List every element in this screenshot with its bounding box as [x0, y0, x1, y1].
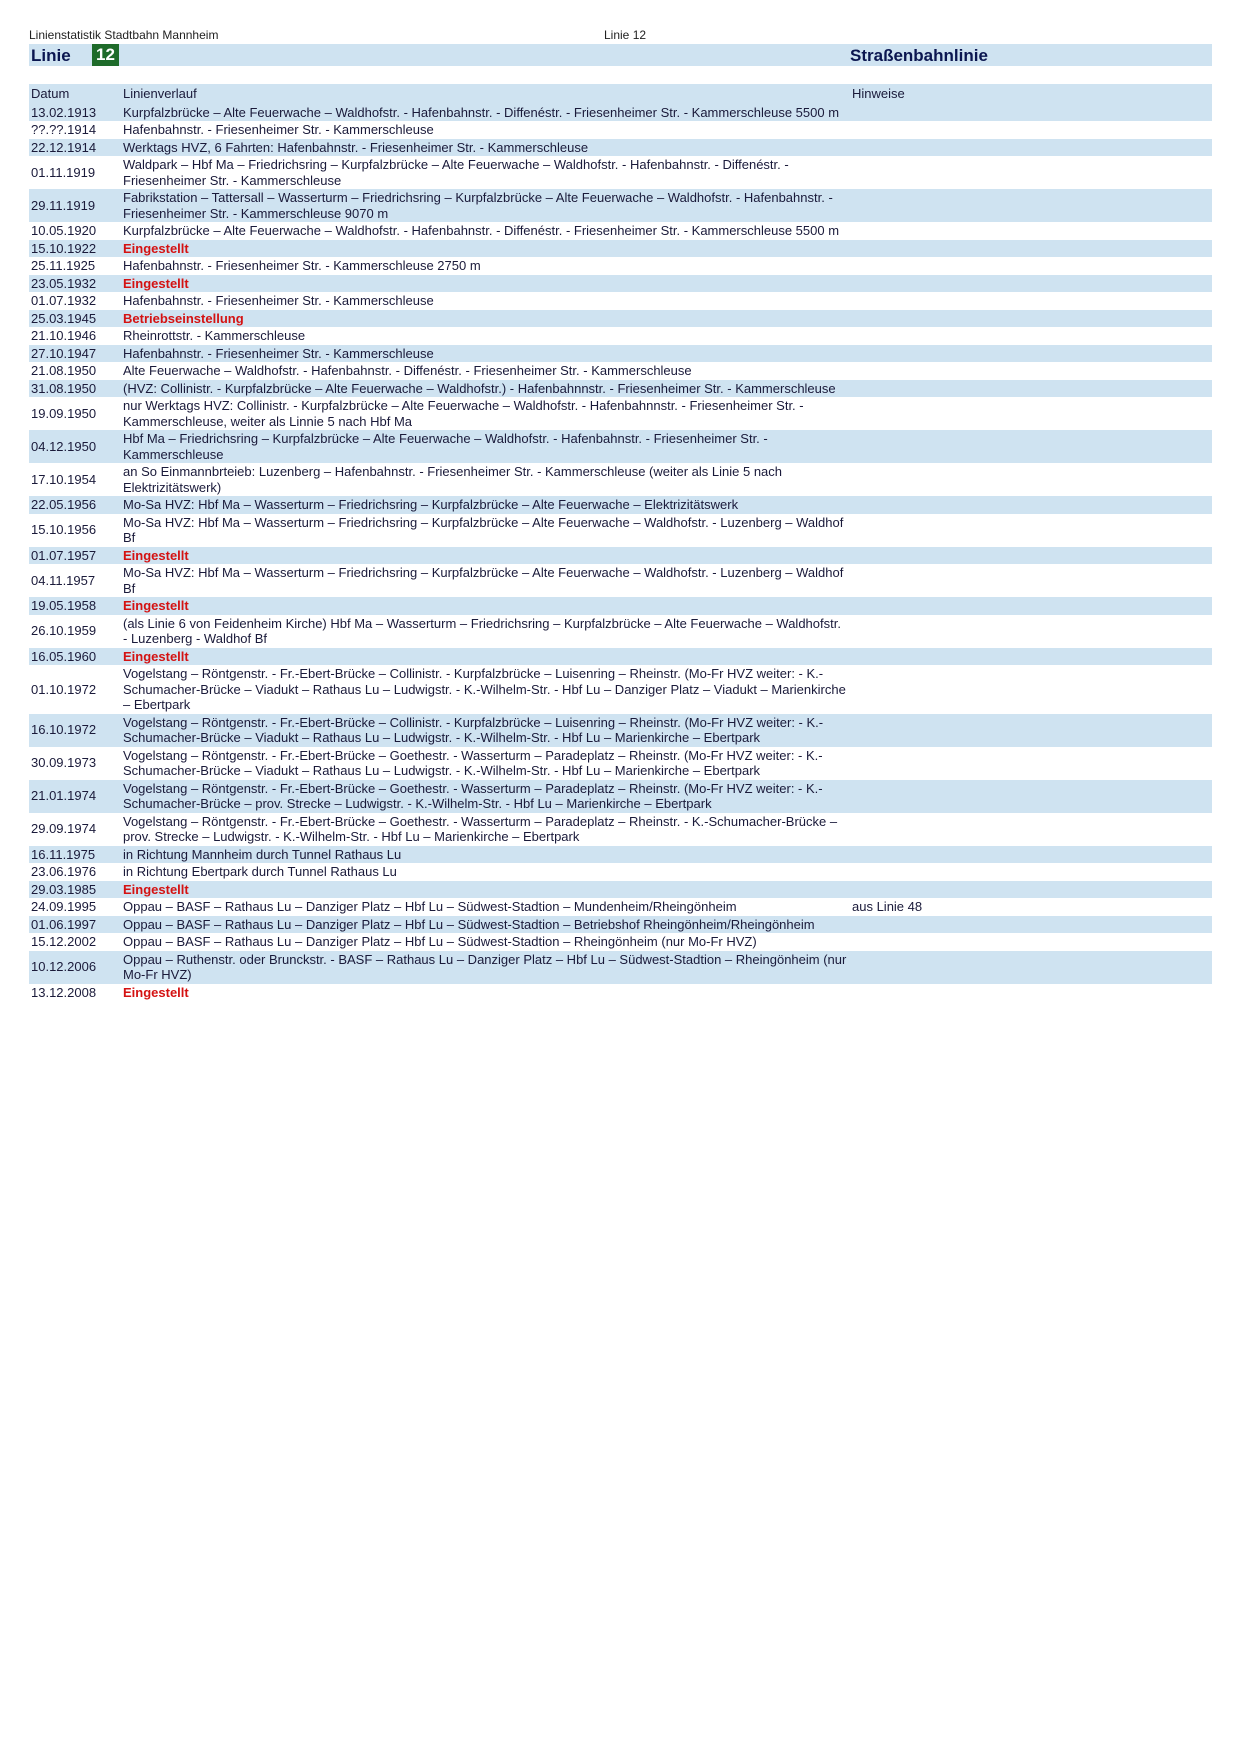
table-row: [29, 863, 1212, 881]
note-cell: [850, 615, 1212, 648]
route-cell: Fabrikstation – Tattersall – Wasserturm – Friedrichsring – Kurpfalzbrücke – Alte Feuerwache – Waldhofstr. - Hafenbahnstr. - Friesenheimer Str. - Kammerschleuse 9070 m: [123, 190, 833, 221]
note-cell: [850, 846, 1212, 864]
table-row: [29, 881, 1212, 899]
note-cell: aus Linie 48: [852, 899, 923, 914]
table-row: [29, 430, 1212, 463]
note-cell: [850, 121, 1212, 139]
date-cell: 22.05.1956: [31, 497, 97, 512]
route-cell: Eingestellt: [123, 547, 189, 563]
note-cell: [850, 156, 1212, 189]
date-cell: 21.08.1950: [31, 363, 97, 378]
date-cell: 25.11.1925: [31, 258, 96, 273]
column-header-route: Linienverlauf: [123, 86, 197, 101]
route-cell: Rheinrottstr. - Kammerschleuse: [123, 328, 306, 343]
route-cell: Kurpfalzbrücke – Alte Feuerwache – Waldhofstr. - Hafenbahnstr. - Diffenéstr. - Friesenheimer Str. - Kammerschleuse 5500 m: [123, 223, 840, 238]
note-cell: [850, 916, 1212, 934]
date-cell: 04.12.1950: [31, 438, 97, 454]
date-cell: 16.05.1960: [31, 648, 97, 664]
date-cell: 15.10.1956: [31, 522, 97, 538]
note-cell: [850, 514, 1212, 547]
document-source: Linienstatistik Stadtbahn Mannheim: [29, 28, 219, 42]
note-cell: [850, 648, 1212, 666]
note-cell: [850, 380, 1212, 398]
date-cell: 01.11.1919: [31, 164, 96, 180]
note-cell: [850, 345, 1212, 363]
route-cell: Betriebseinstellung: [123, 310, 244, 326]
note-cell: [850, 430, 1212, 463]
date-cell: 25.03.1945: [31, 310, 97, 326]
route-cell: (HVZ: Collinistr. - Kurpfalzbrücke – Alte Feuerwache – Waldhofstr.) - Hafenbahnnstr. - Friesenheimer Str. - Kammerschleuse: [123, 380, 836, 396]
date-cell: 10.05.1920: [31, 223, 97, 238]
route-cell: Eingestellt: [123, 648, 189, 664]
route-cell: Vogelstang – Röntgenstr. - Fr.-Ebert-Brücke – Goethestr. - Wasserturm – Paradeplatz – Rheinstr. (Mo-Fr HVZ weiter: - K.-Schumacher-Brücke – Viadukt – Rathaus Lu – Ludwigstr. - K.-Wilhelm-Str. - Hbf Lu – Marienkirche – Ebertpark: [123, 747, 823, 778]
date-cell: 21.10.1946: [31, 328, 97, 343]
table-row: [29, 780, 1212, 813]
route-history-table: [29, 84, 1212, 1001]
note-cell: [850, 881, 1212, 899]
date-cell: 10.12.2006: [31, 959, 97, 975]
date-cell: 01.07.1957: [31, 547, 97, 563]
table-row: [29, 121, 1212, 139]
date-cell: 29.09.1974: [31, 821, 97, 837]
note-cell: [850, 933, 1212, 951]
table-row: [29, 547, 1212, 565]
route-cell: in Richtung Mannheim durch Tunnel Rathaus Lu: [123, 846, 402, 862]
route-cell: Vogelstang – Röntgenstr. - Fr.-Ebert-Brücke – Collinistr. - Kurpfalzbrücke – Luisenring – Rheinstr. (Mo-Fr HVZ weiter: - K.-Schumacher-Brücke – Viadukt – Rathaus Lu – Ludwigstr. - K.-Wilhelm-Str. - Hbf Lu – Marienkirche – Ebertpark: [123, 714, 824, 745]
table-row: [29, 310, 1212, 328]
date-cell: 19.09.1950: [31, 405, 97, 421]
note-cell: [850, 665, 1212, 714]
table-row: [29, 139, 1212, 157]
date-cell: 27.10.1947: [31, 345, 97, 361]
note-cell: [850, 747, 1212, 780]
line-number-badge: 12: [92, 44, 119, 66]
route-cell: Eingestellt: [123, 240, 189, 256]
table-row: [29, 463, 1212, 496]
table-row: [29, 984, 1212, 1002]
date-cell: 15.10.1922: [31, 240, 97, 256]
date-cell: 01.06.1997: [31, 916, 97, 932]
route-cell: Eingestellt: [123, 881, 189, 897]
line-reference: Linie 12: [604, 28, 647, 42]
note-cell: [850, 496, 1212, 514]
date-cell: 29.03.1985: [31, 881, 97, 897]
table-row: [29, 615, 1212, 648]
route-cell: (als Linie 6 von Feidenheim Kirche) Hbf Ma – Wasserturm – Friedrichsring – Kurpfalzbrücke – Alte Feuerwache – Waldhofstr. - Luzenberg - Waldhof Bf: [123, 615, 841, 646]
table-row: [29, 933, 1212, 951]
table-row: [29, 257, 1212, 275]
line-label: Linie: [31, 46, 71, 65]
route-cell: Vogelstang – Röntgenstr. - Fr.-Ebert-Brücke – Goethestr. - Wasserturm – Paradeplatz – Rheinstr. (Mo-Fr HVZ weiter: - K.-Schumacher-Brücke – prov. Strecke – Ludwigstr. - K.-Wilhelm-Str. - Hbf Lu – Marienkirche – Ebertpark: [123, 780, 823, 811]
route-cell: Hafenbahnstr. - Friesenheimer Str. - Kammerschleuse: [123, 345, 434, 361]
route-cell: Eingestellt: [123, 275, 189, 291]
table-body: [29, 104, 1212, 1002]
table-row: [29, 714, 1212, 747]
table-row: [29, 156, 1212, 189]
title-bar: [29, 44, 1212, 66]
route-cell: Vogelstang – Röntgenstr. - Fr.-Ebert-Brücke – Collinistr. - Kurpfalzbrücke – Luisenring – Rheinstr. (Mo-Fr HVZ weiter: - K.-Schumacher-Brücke – Viadukt – Rathaus Lu – Ludwigstr. - K.-Wilhelm-Str. - Hbf Lu – Danziger Platz – Viadukt – Marienkirche – Ebertpark: [123, 666, 846, 712]
table-header-row: [29, 84, 1212, 104]
date-cell: 16.11.1975: [31, 846, 96, 862]
note-cell: [850, 397, 1212, 430]
route-cell: Waldpark – Hbf Ma – Friedrichsring – Kurpfalzbrücke – Alte Feuerwache – Waldhofstr. - Hafenbahnstr. - Diffenéstr. - Friesenheimer Str. - Kammerschleuse: [123, 157, 789, 188]
table-row: [29, 916, 1212, 934]
table-row: [29, 240, 1212, 258]
table-row: [29, 275, 1212, 293]
note-cell: [850, 292, 1212, 310]
note-cell: [850, 139, 1212, 157]
date-cell: 16.10.1972: [31, 722, 97, 738]
route-cell: Kurpfalzbrücke – Alte Feuerwache – Waldhofstr. - Hafenbahnstr. - Diffenéstr. - Friesenheimer Str. - Kammerschleuse 5500 m: [123, 104, 840, 120]
note-cell: [850, 597, 1212, 615]
line-type: Straßenbahnlinie: [850, 46, 988, 65]
route-cell: Mo-Sa HVZ: Hbf Ma – Wasserturm – Friedrichsring – Kurpfalzbrücke – Alte Feuerwache – Elektrizitätswerk: [123, 497, 739, 512]
document-page: [29, 28, 1212, 1001]
date-cell: 19.05.1958: [31, 598, 97, 613]
table-row: [29, 597, 1212, 615]
date-cell: 26.10.1959: [31, 623, 97, 639]
date-cell: 17.10.1954: [31, 471, 97, 487]
table-row: [29, 327, 1212, 345]
route-cell: Alte Feuerwache – Waldhofstr. - Hafenbahnstr. - Diffenéstr. - Friesenheimer Str. - Kammerschleuse: [123, 363, 692, 378]
note-cell: [850, 863, 1212, 881]
date-cell: 01.10.1972: [31, 681, 97, 697]
note-cell: [850, 275, 1212, 293]
note-cell: [850, 310, 1212, 328]
date-cell: 22.12.1914: [31, 139, 97, 155]
table-row: [29, 345, 1212, 363]
route-cell: Werktags HVZ, 6 Fahrten: Hafenbahnstr. - Friesenheimer Str. - Kammerschleuse: [123, 139, 589, 155]
table-row: [29, 397, 1212, 430]
table-row: [29, 898, 1212, 916]
date-cell: 31.08.1950: [31, 380, 97, 396]
table-row: [29, 813, 1212, 846]
table-row: [29, 222, 1212, 240]
table-row: [29, 104, 1212, 122]
column-header-date: Datum: [31, 86, 70, 101]
note-cell: [850, 813, 1212, 846]
table-row: [29, 496, 1212, 514]
note-cell: [850, 362, 1212, 380]
table-row: [29, 648, 1212, 666]
note-cell: [850, 714, 1212, 747]
table-row: [29, 951, 1212, 984]
route-cell: Eingestellt: [123, 598, 189, 613]
date-cell: 04.11.1957: [31, 572, 96, 588]
date-cell: 23.05.1932: [31, 275, 97, 291]
note-cell: [850, 564, 1212, 597]
route-cell: Mo-Sa HVZ: Hbf Ma – Wasserturm – Friedrichsring – Kurpfalzbrücke – Alte Feuerwache – Waldhofstr. - Luzenberg – Waldhof Bf: [123, 514, 844, 545]
date-cell: 23.06.1976: [31, 864, 97, 879]
note-cell: [850, 547, 1212, 565]
table-row: [29, 292, 1212, 310]
route-cell: in Richtung Ebertpark durch Tunnel Rathaus Lu: [123, 864, 397, 879]
table-row: [29, 665, 1212, 714]
note-cell: [850, 327, 1212, 345]
table-row: [29, 380, 1212, 398]
date-cell: 24.09.1995: [31, 899, 97, 914]
table-row: [29, 362, 1212, 380]
route-cell: Oppau – BASF – Rathaus Lu – Danziger Platz – Hbf Lu – Südwest-Stadtion – Mundenheim/Rheingönheim: [123, 899, 737, 914]
route-cell: Hbf Ma – Friedrichsring – Kurpfalzbrücke – Alte Feuerwache – Waldhofstr. - Hafenbahnstr. - Friesenheimer Str. - Kammerschleuse: [123, 431, 768, 462]
table-row: [29, 747, 1212, 780]
note-cell: [850, 222, 1212, 240]
note-cell: [850, 104, 1212, 122]
date-cell: 21.01.1974: [31, 788, 97, 804]
route-cell: Oppau – BASF – Rathaus Lu – Danziger Platz – Hbf Lu – Südwest-Stadtion – Rheingönheim (nur Mo-Fr HVZ): [123, 934, 757, 949]
route-cell: Eingestellt: [123, 984, 189, 1000]
note-cell: [850, 257, 1212, 275]
note-cell: [850, 189, 1212, 222]
route-cell: Hafenbahnstr. - Friesenheimer Str. - Kammerschleuse: [123, 122, 434, 137]
route-cell: Hafenbahnstr. - Friesenheimer Str. - Kammerschleuse 2750 m: [123, 258, 481, 273]
note-cell: [850, 984, 1212, 1002]
table-row: [29, 514, 1212, 547]
column-header-notes: Hinweise: [852, 86, 905, 101]
date-cell: 29.11.1919: [31, 197, 96, 213]
date-cell: ??.??.1914: [31, 122, 97, 137]
route-cell: Oppau – Ruthenstr. oder Brunckstr. - BASF – Rathaus Lu – Danziger Platz – Hbf Lu – Südwest-Stadtion – Rheingönheim (nur Mo-Fr HVZ): [123, 951, 847, 982]
date-cell: 01.07.1932: [31, 293, 97, 308]
route-cell: Hafenbahnstr. - Friesenheimer Str. - Kammerschleuse: [123, 293, 434, 308]
table-row: [29, 189, 1212, 222]
note-cell: [850, 463, 1212, 496]
page-header: [29, 28, 1212, 43]
note-cell: [850, 951, 1212, 984]
note-cell: [850, 240, 1212, 258]
table-row: [29, 564, 1212, 597]
table-row: [29, 846, 1212, 864]
date-cell: 13.12.2008: [31, 984, 97, 1000]
date-cell: 15.12.2002: [31, 934, 97, 949]
note-cell: [850, 780, 1212, 813]
route-cell: nur Werktags HVZ: Collinistr. - Kurpfalzbrücke – Alte Feuerwache – Waldhofstr. - Hafenbahnnstr. - Friesenheimer Str. - Kammerschleuse, weiter als Linnie 5 nach Hbf Ma: [123, 398, 804, 429]
date-cell: 13.02.1913: [31, 104, 97, 120]
date-cell: 30.09.1973: [31, 755, 97, 771]
route-cell: an So Einmannbrteieb: Luzenberg – Hafenbahnstr. - Friesenheimer Str. - Kammerschleuse (weiter als Linie 5 nach Elektrizitätswerk): [123, 464, 783, 495]
route-cell: Mo-Sa HVZ: Hbf Ma – Wasserturm – Friedrichsring – Kurpfalzbrücke – Alte Feuerwache – Waldhofstr. - Luzenberg – Waldhof Bf: [123, 565, 844, 596]
route-cell: Vogelstang – Röntgenstr. - Fr.-Ebert-Brücke – Goethestr. - Wasserturm – Paradeplatz – Rheinstr. - K.-Schumacher-Brücke – prov. Strecke – Ludwigstr. - K.-Wilhelm-Str. - Hbf Lu – Marienkirche – Ebertpark: [123, 813, 838, 844]
route-cell: Oppau – BASF – Rathaus Lu – Danziger Platz – Hbf Lu – Südwest-Stadtion – Betriebshof Rheingönheim/Rheingönheim: [123, 916, 815, 932]
